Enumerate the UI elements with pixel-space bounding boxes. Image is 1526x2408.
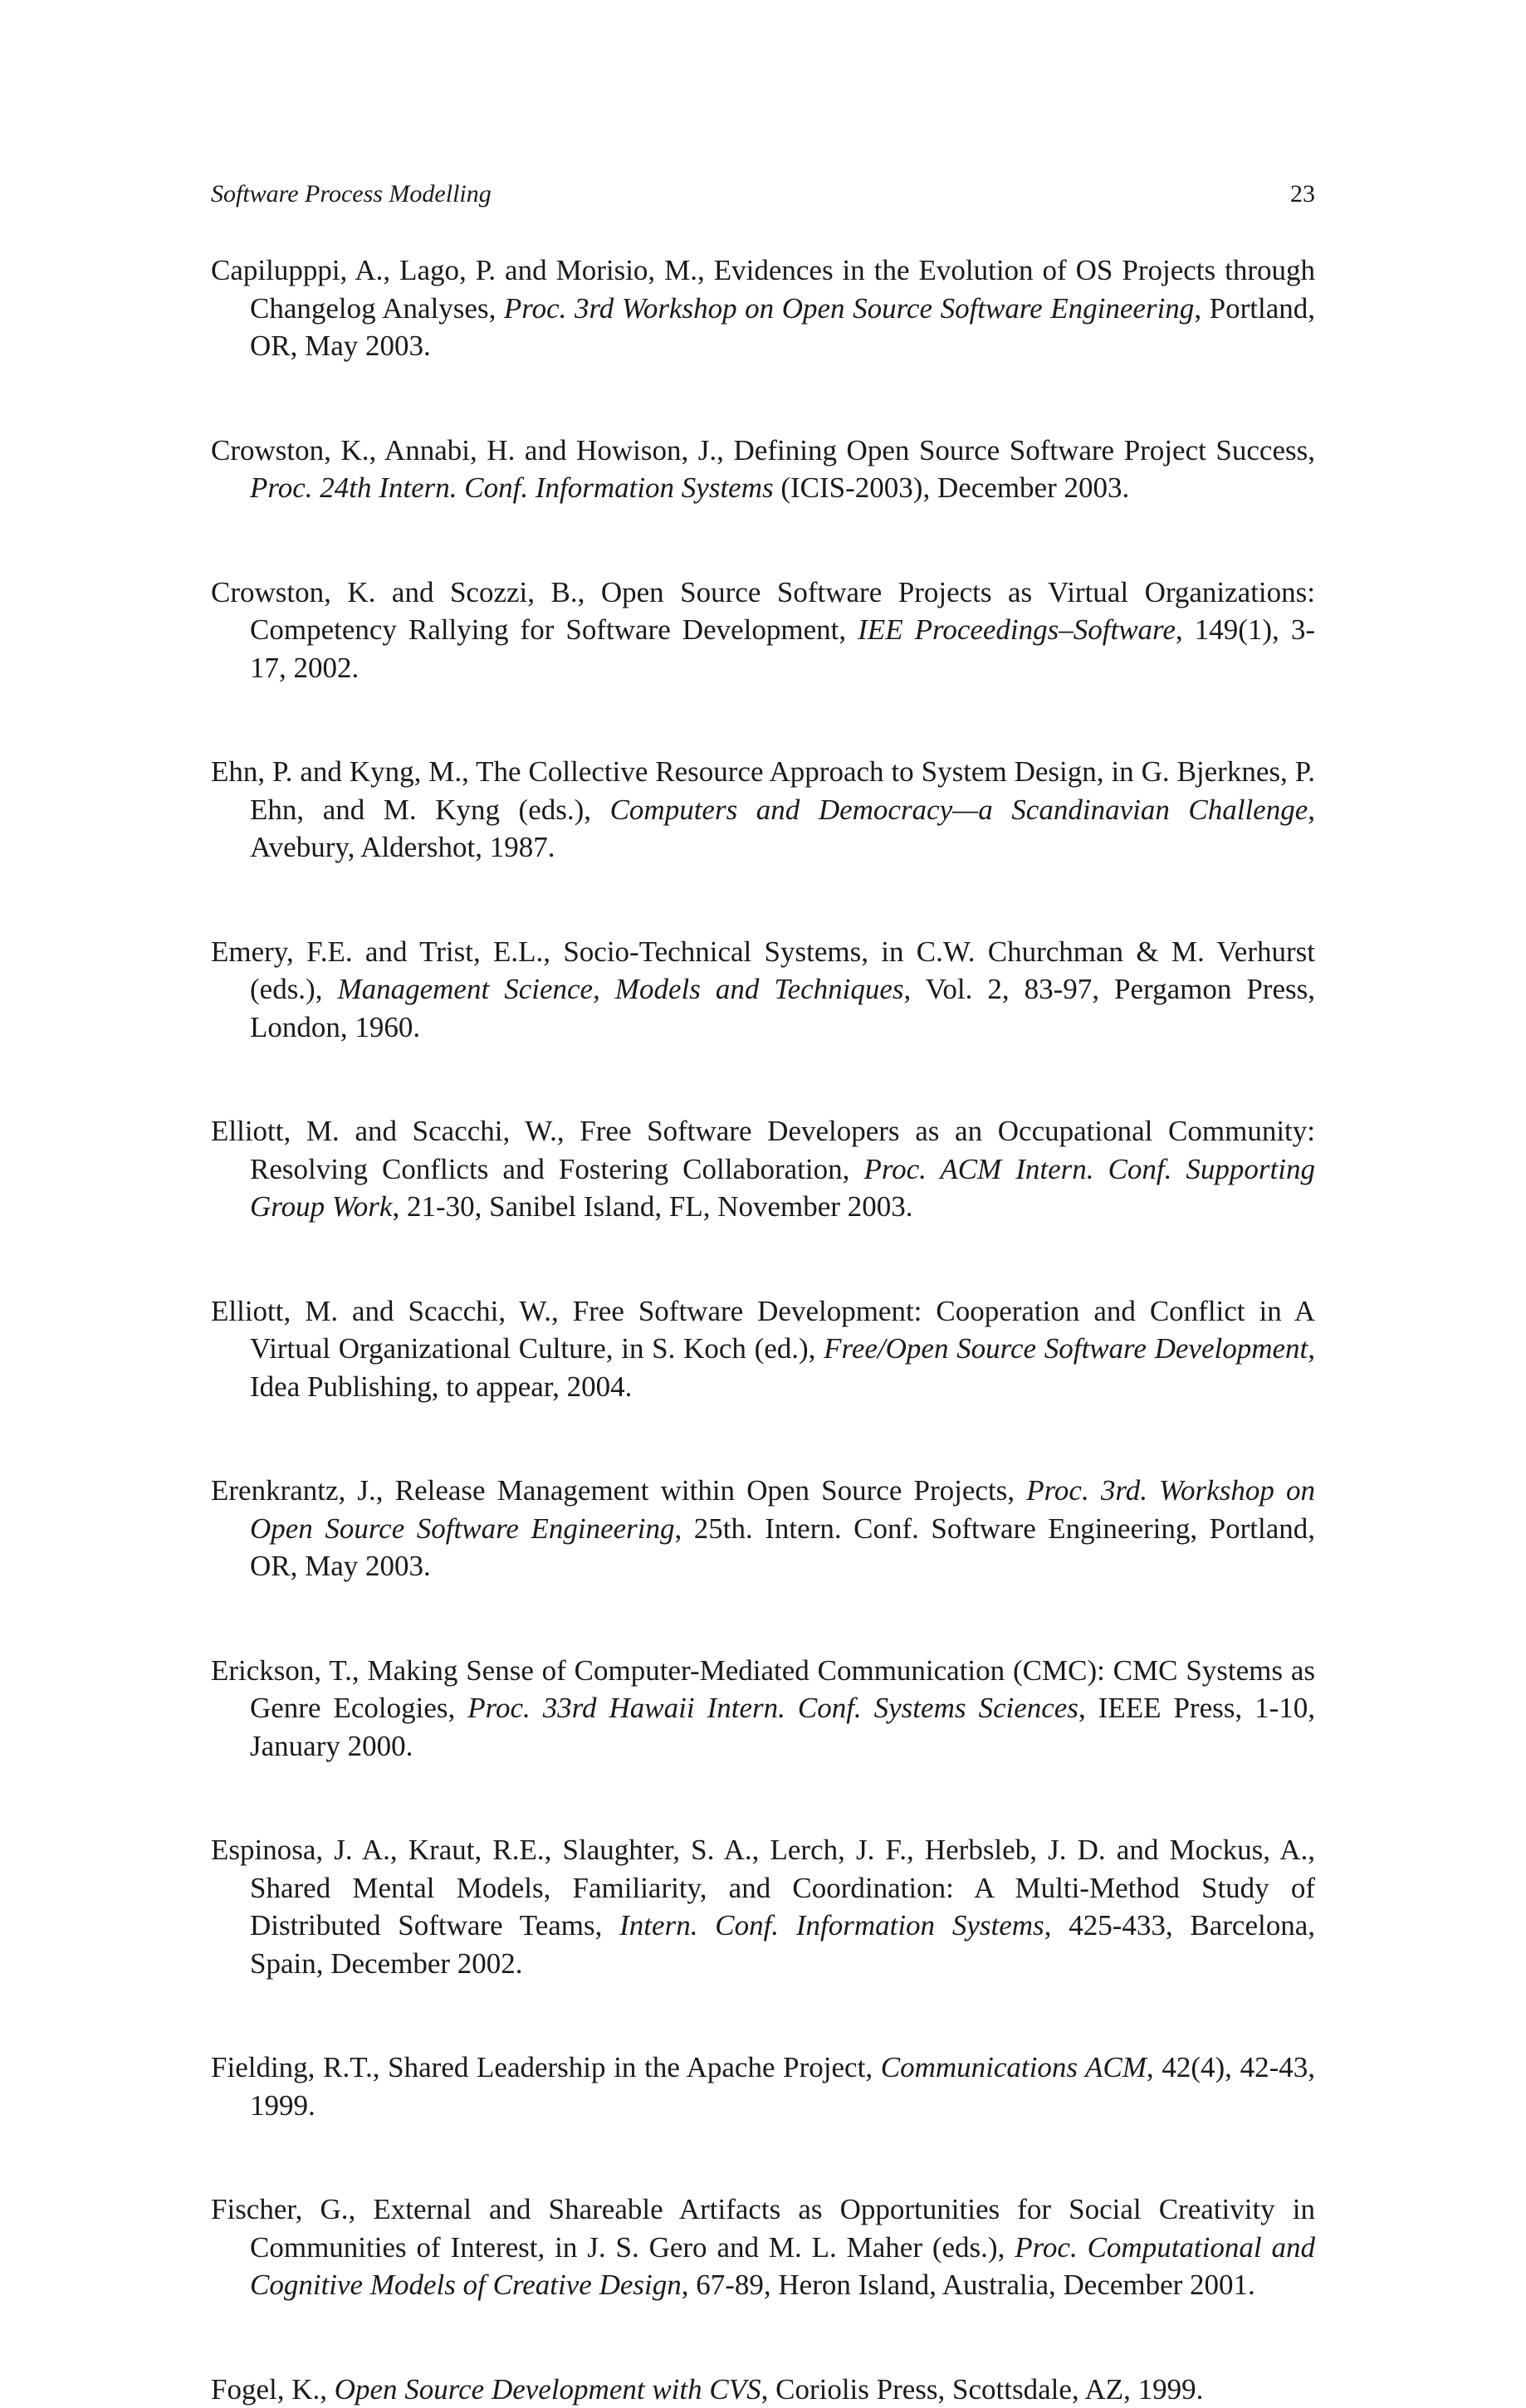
reference-entry: Fischer, G., External and Shareable Artifacts as Opportunities for Social Creativity in Communities of Interest, in J. S. Gero and M. L. Maher (eds.), Proc. Computational and Cognitive Models of Creative Design, 67-89, Heron Island, Australia, December 2001. [211, 2191, 1315, 2304]
reference-entry: Ehn, P. and Kyng, M., The Collective Resource Approach to System Design, in G. Bjerknes, P. Ehn, and M. Kyng (eds.), Computers and Democracy—a Scandinavian Challenge, Avebury, Aldershot, 1987. [211, 753, 1315, 867]
running-header [211, 178, 1315, 211]
reference-entry: Crowston, K. and Scozzi, B., Open Source Software Projects as Virtual Organizations: Competency Rallying for Software Development, IEE Proceedings–Software, 149(1), 3-17, 2002. [211, 574, 1315, 687]
running-title: Software Process Modelling [211, 178, 492, 211]
reference-entry: Capilupppi, A., Lago, P. and Morisio, M., Evidences in the Evolution of OS Projects through Changelog Analyses, Proc. 3rd Workshop on Open Source Software Engineering, Portland, OR, May 2003. [211, 252, 1315, 365]
reference-entry: Fogel, K., Open Source Development with CVS, Coriolis Press, Scottsdale, AZ, 1999. [211, 2371, 1315, 2408]
reference-entry: Fielding, R.T., Shared Leadership in the Apache Project, Communications ACM, 42(4), 42-43, 1999. [211, 2049, 1315, 2124]
reference-entry: Erickson, T., Making Sense of Computer-Mediated Communication (CMC): CMC Systems as Genre Ecologies, Proc. 33rd Hawaii Intern. Conf. Systems Sciences, IEEE Press, 1-10, January 2000. [211, 1652, 1315, 1766]
reference-list [211, 252, 1315, 2408]
reference-entry: Erenkrantz, J., Release Management within Open Source Projects, Proc. 3rd. Workshop on Open Source Software Engineering, 25th. Intern. Conf. Software Engineering, Portland, OR, May 2003. [211, 1472, 1315, 1585]
reference-entry: Elliott, M. and Scacchi, W., Free Software Developers as an Occupational Community: Resolving Conflicts and Fostering Collaboration, Proc. ACM Intern. Conf. Supporting Group Work, 21-30, Sanibel Island, FL, November 2003. [211, 1112, 1315, 1226]
reference-entry: Elliott, M. and Scacchi, W., Free Software Development: Cooperation and Conflict in A Virtual Organizational Culture, in S. Koch (ed.), Free/Open Source Software Development, Idea Publishing, to appear, 2004. [211, 1292, 1315, 1406]
reference-entry: Crowston, K., Annabi, H. and Howison, J., Defining Open Source Software Project Success, Proc. 24th Intern. Conf. Information Systems (ICIS-2003), December 2003. [211, 432, 1315, 507]
page-number: 23 [1290, 178, 1315, 211]
reference-entry: Emery, F.E. and Trist, E.L., Socio-Technical Systems, in C.W. Churchman & M. Verhurst (eds.), Management Science, Models and Techniques, Vol. 2, 83-97, Pergamon Press, London, 1960. [211, 933, 1315, 1047]
reference-entry: Espinosa, J. A., Kraut, R.E., Slaughter, S. A., Lerch, J. F., Herbsleb, J. D. and Mockus, A., Shared Mental Models, Familiarity, and Coordination: A Multi-Method Study of Distributed Software Teams, Intern. Conf. Information Systems, 425-433, Barcelona, Spain, December 2002. [211, 1831, 1315, 1982]
